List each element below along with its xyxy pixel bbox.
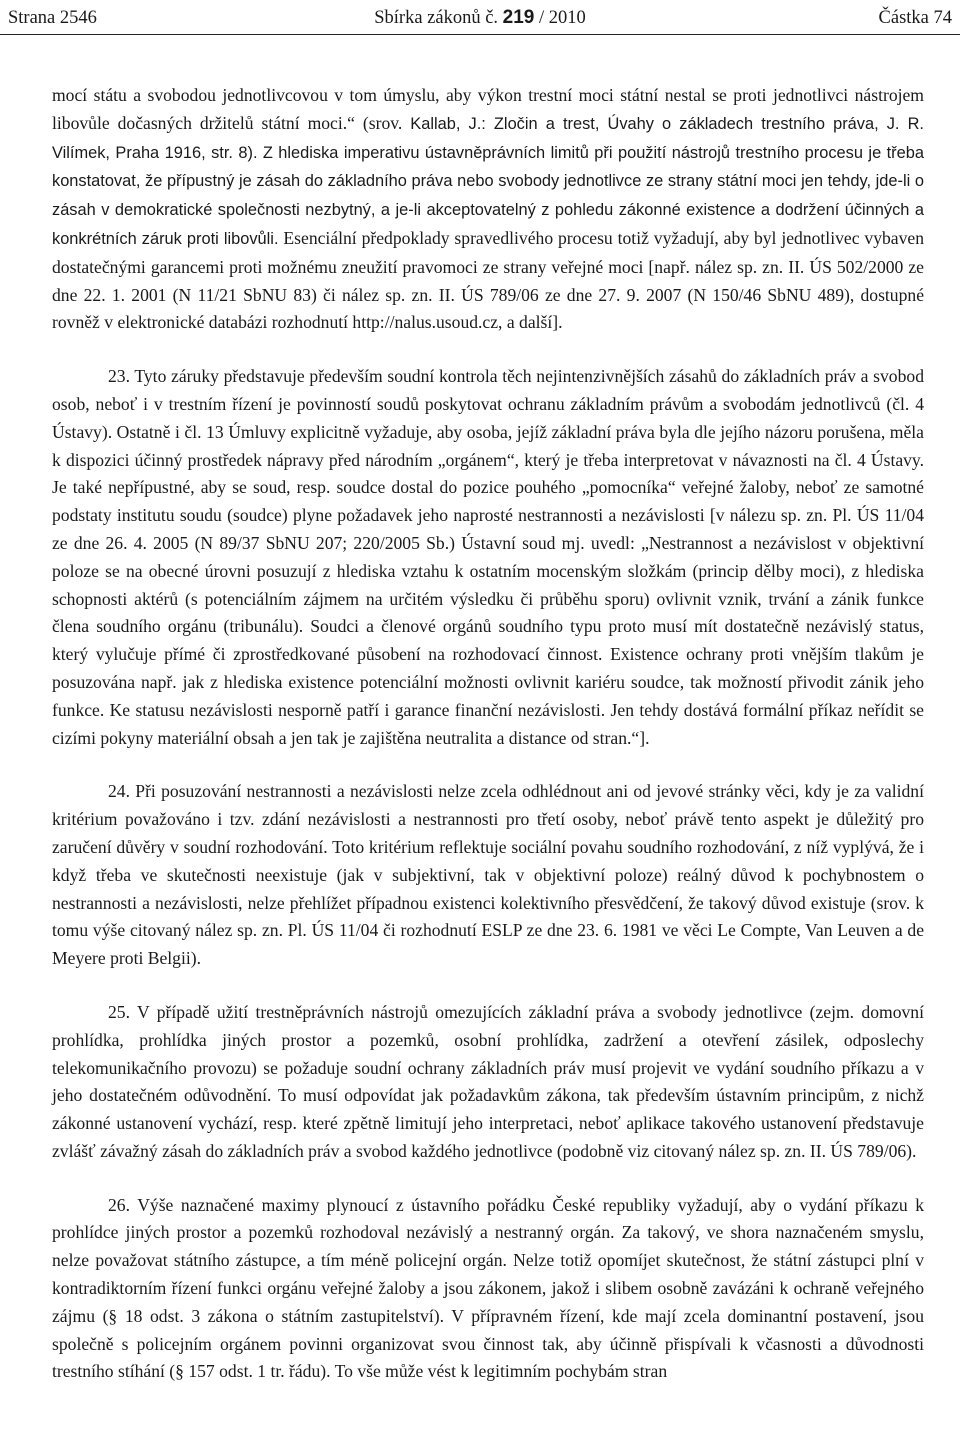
issue-year: / 2010 — [539, 8, 586, 28]
header-divider — [0, 34, 960, 35]
part-number: Částka 74 — [878, 8, 952, 28]
paragraph-23: 23. Tyto záruky představuje především soudní kontrola těch nejintenzivnějších zásahů do základních práv a svobod osob, neboť i v trestním řízení je povinností soudů poskytovat ochranu základním právům a svobodám jednotlivců (čl. 4 Ústavy). Ostatně i čl. 13 Úmluvy explicitně vyžaduje, aby osoba, jejíž základní práva byla dle jejího názoru porušena, měla k dispozici účinný prostředek nápravy před národním „orgánem“, který je třeba interpretovat v návaznosti na čl. 4 Ústavy. Je také nepřípustné, aby se soud, resp. soudce dostal do pozice pouhého „pomocníka“ veřejné žaloby, neboť ze samotné podstaty institutu soudu (soudce) plyne požadavek jeho naprosté nestrannosti a nezávislosti [v nálezu sp. zn. Pl. ÚS 11/04 ze dne 26. 4. 2005 (N 89/37 SbNU 207; 220/2005 Sb.) Ústavní soud mj. uvedl: „Nestrannost a nezávislost v objektivní poloze se na obecné úrovni posuzují z hlediska vztahu k ostatním mocenským složkám (princip dělby moci), z hlediska schopnosti aktérů (s potenciálním zájmem na určitém výsledku či průběhu sporu) ovlivnit vznik, trvání a zánik funkce člena soudního orgánu (tribunálu). Soudci a členové orgánů soudního typu proto musí mít dostatečně nezávislý status, který vylučuje přímé či zprostředkované působení na rozhodovací činnost. Existence ochrany proti vnějším tlakům je posuzována např. jak z hlediska existence potenciální možnosti ovlivnit kariéru soudce, tak možností přivodit zánik jeho funkce. Ke statusu nezávislosti nesporně patří i garance finanční nezávislosti. Jen tehdy dostává formální příkaz neřídit se cizími pokyny materiální obsah a jen tak je zajištěna neutralita a distance od stran.“]. — [52, 366, 924, 748]
paragraph-25: 25. V případě užití trestněprávních nástrojů omezujících základní práva a svobody jednotlivce (zejm. domovní prohlídka, prohlídka jiných prostor a pozemků, osobní prohlídka, zadržení a otevření zásilek, odposlechy telekomunikačního provozu) se požaduje soudní ochrany základních práv musí projevit ve vydání soudního příkazu a v jeho dostatečném odůvodnění. To musí odpovídat jak požadavkům zákona, tak především ústavním principům, z nichž zákonné ustanovení vychází, resp. které zpětně limitují jeho interpretaci, neboť aplikace takového ustanovení představuje zvlášť závažný zásah do základních práv a svobod každého jednotlivce (podobně viz citovaný nález sp. zn. II. ÚS 789/06). — [52, 1001, 924, 1161]
document-body — [52, 82, 924, 1412]
page-header — [8, 4, 952, 32]
paragraph-26: 26. Výše naznačené maximy plynoucí z ústavního pořádku České republiky vyžadují, aby o vydání příkazu k prohlídce jiných prostor a pozemků rozhodoval nezávislý a nestranný orgán. Za takový, ve shora naznačeném smyslu, nelze považovat státního zástupce, a tím méně policejní orgán. Nelze totiž opomíjet skutečnost, že státní zástupci plní v kontradiktorním řízení funkci orgánu veřejné žaloby a jsou zákonem, jakož i slibem osobně zavázáni k ochraně veřejného zájmu (§ 18 odst. 3 zákona o státním zastupitelství). V přípravném řízení, kde mají zcela dominantní postavení, jsou společně s policejním orgánem povinni organizovat svou činnost tak, aby účinně přispívali k včasnosti a důvodnosti trestního stíhání (§ 157 odst. 1 tr. řádu). To vše může vést k legitimním pochybám stran — [52, 1194, 924, 1382]
collection-prefix: Sbírka zákonů č. — [374, 8, 499, 28]
paragraph-22-text-c: Z hlediska imperativu ústavněprávních limitů při použití nástrojů trestního procesu je třeba konstatovat, že přípustný je zásah do základního práva nebo svobody jednotlivce ze strany státní moci jen tehdy, jde-li o zásah v demokratické společnosti nezbytný, a je-li akceptovatelný z pohledu zákonné existence a dodržení účinných a konkrétních záruk proti libovůli. — [52, 143, 924, 248]
paragraph-22-text-d: Esenciální předpoklady spravedlivého procesu totiž vyžadují, aby byl jednotlivec vybaven dostatečnými garancemi proti možnému zneužití pravomoci ze strany veřejné moci [např. nález sp. zn. II. ÚS 502/2000 ze dne 22. 1. 2001 (N 11/21 SbNU 83) či nález sp. zn. II. ÚS 789/06 ze dne 27. 9. 2007 (N 150/46 SbNU 489), dostupné rovněž v elektronické databázi rozhodnutí http://nalus.usoud.cz, a další]. — [52, 227, 924, 333]
issue-number: 219 — [502, 7, 535, 28]
paragraph-22-continuation — [52, 82, 924, 337]
paragraph-22-text-b: Kallab, J.: Zločin a trest, Úvahy o základech trestního práva, J. R. Vilímek, Praha 1916, str. 8). — [52, 114, 924, 162]
collection-title — [8, 4, 952, 32]
page-number: Strana 2546 — [8, 8, 97, 28]
paragraph-24: 24. Při posuzování nestrannosti a nezávislosti nelze zcela odhlédnout ani od jevové stránky věci, kdy je za validní kritérium považováno i tzv. zdání nezávislosti a nestrannosti pro třetí osoby, neboť právě tento aspekt je důležitý pro zaručení důvěry v soudní rozhodování. Toto kritérium reflektuje sociální povahu soudního rozhodování, z níž vyplývá, že i když třeba ve skutečnosti neexistuje (jak v subjektivní, tak v objektivní poloze) reálný důvod k pochybnostem o nestrannosti a nezávislosti, nelze přehlížet případnou existenci kolektivního přesvědčení, že takový důvod existuje (srov. k tomu výše citovaný nález sp. zn. Pl. ÚS 11/04 či rozhodnutí ESLP ze dne 23. 6. 1981 ve věci Le Compte, Van Leuven a de Meyere proti Belgii). — [52, 781, 924, 969]
paragraph-22-text-a: mocí státu a svobodou jednotlivcovou v tom úmyslu, aby výkon trestní moci státní nestal se proti jednotlivci nástrojem libovůle dočasných držitelů státní moci.“ (srov. — [52, 85, 924, 133]
